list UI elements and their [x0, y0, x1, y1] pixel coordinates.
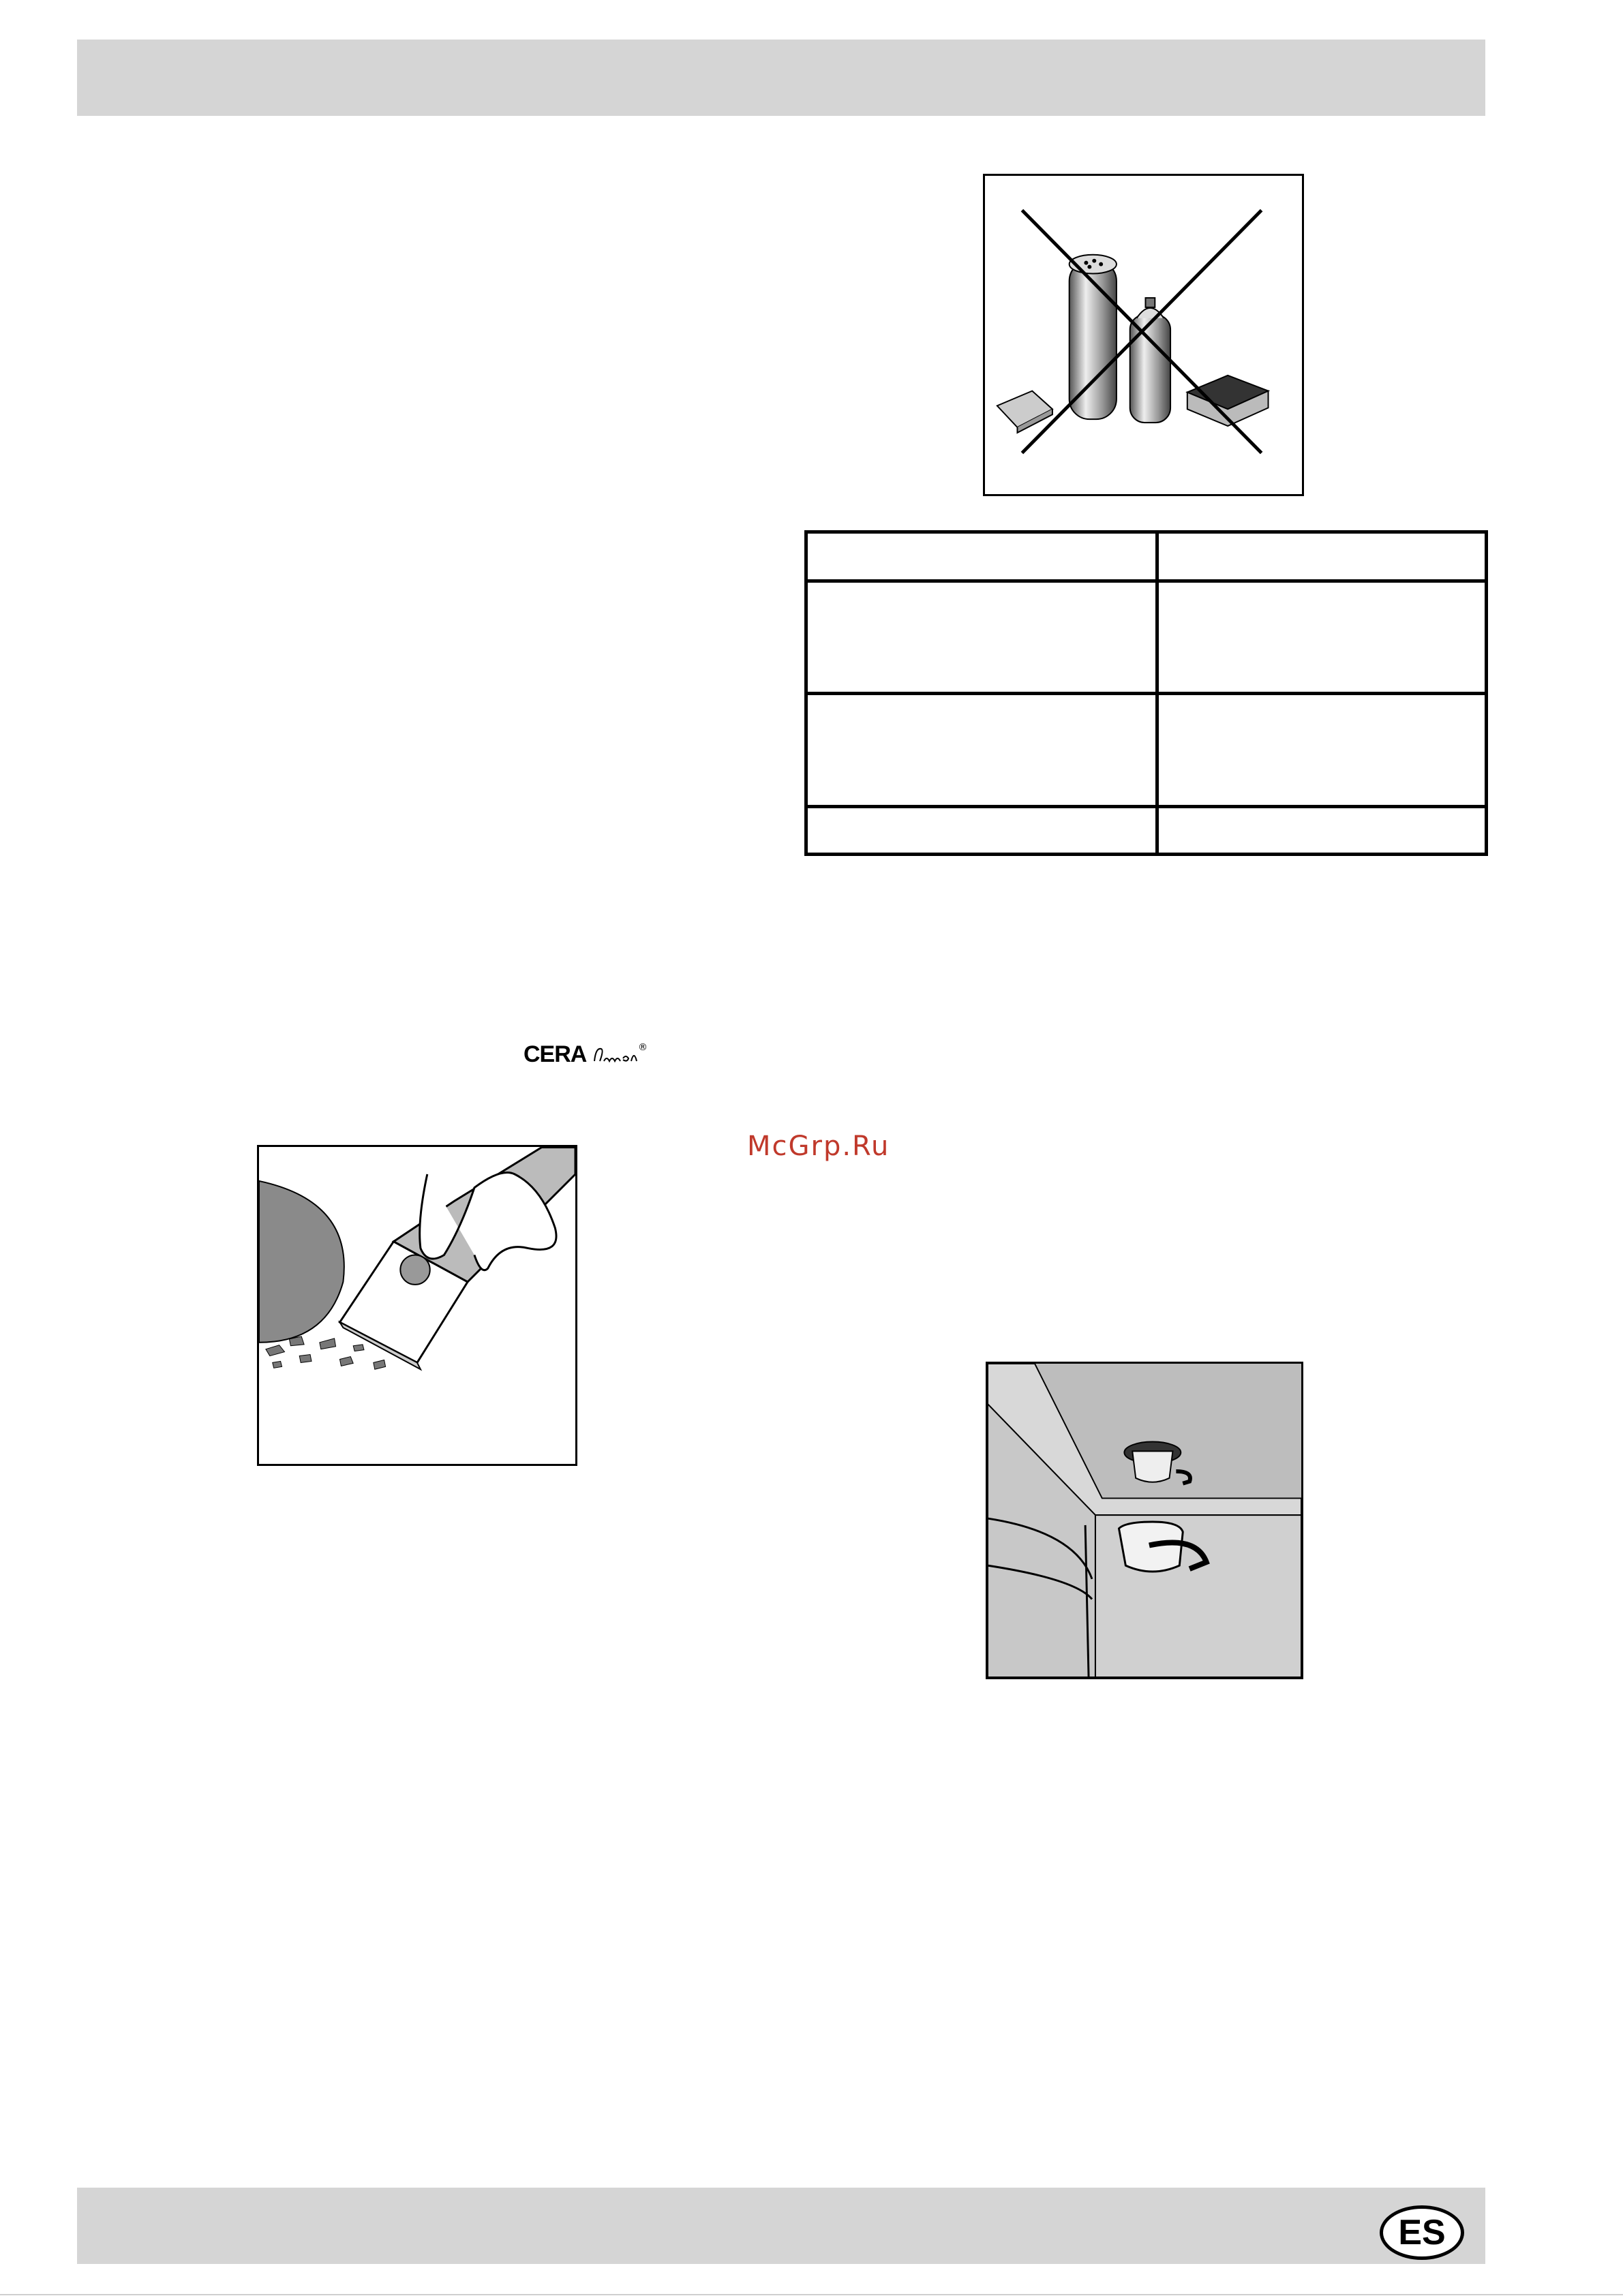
oven-lamp-illustration — [988, 1364, 1301, 1677]
thumb-pad — [400, 1255, 429, 1284]
lamp-figure — [986, 1362, 1303, 1679]
burnt-residue-shape — [259, 1181, 344, 1343]
table-cell — [1157, 694, 1487, 807]
cleaning-table — [804, 530, 1488, 856]
registered-mark: ® — [638, 1042, 648, 1053]
table-cell — [1157, 807, 1487, 855]
footer-bar — [77, 2188, 1485, 2264]
table-row — [806, 532, 1487, 581]
table-row — [806, 807, 1487, 855]
scouring-pad-icon — [997, 391, 1052, 433]
lamp-bulb — [1132, 1451, 1172, 1482]
spray-can-icon — [1130, 298, 1170, 423]
page-edge-line — [0, 2294, 1623, 2295]
watermark-text: McGrp.Ru — [747, 1131, 890, 1162]
table-cell — [806, 581, 1157, 694]
powder-can-icon — [1070, 255, 1117, 419]
table-row — [806, 581, 1487, 694]
table-cell — [1157, 581, 1487, 694]
table-row — [806, 694, 1487, 807]
scraper-illustration — [259, 1147, 575, 1464]
header-bar — [77, 40, 1485, 116]
logo-text: CERA — [524, 1041, 587, 1067]
language-badge: ES — [1380, 2205, 1464, 2260]
table-cell — [806, 532, 1157, 581]
table-cell — [806, 807, 1157, 855]
forbidden-products-figure — [983, 174, 1304, 496]
table-cell — [1157, 532, 1487, 581]
scraper-figure — [257, 1145, 577, 1466]
table-cell — [806, 694, 1157, 807]
logo-script-icon — [592, 1041, 646, 1068]
forbidden-products-illustration — [985, 176, 1302, 494]
